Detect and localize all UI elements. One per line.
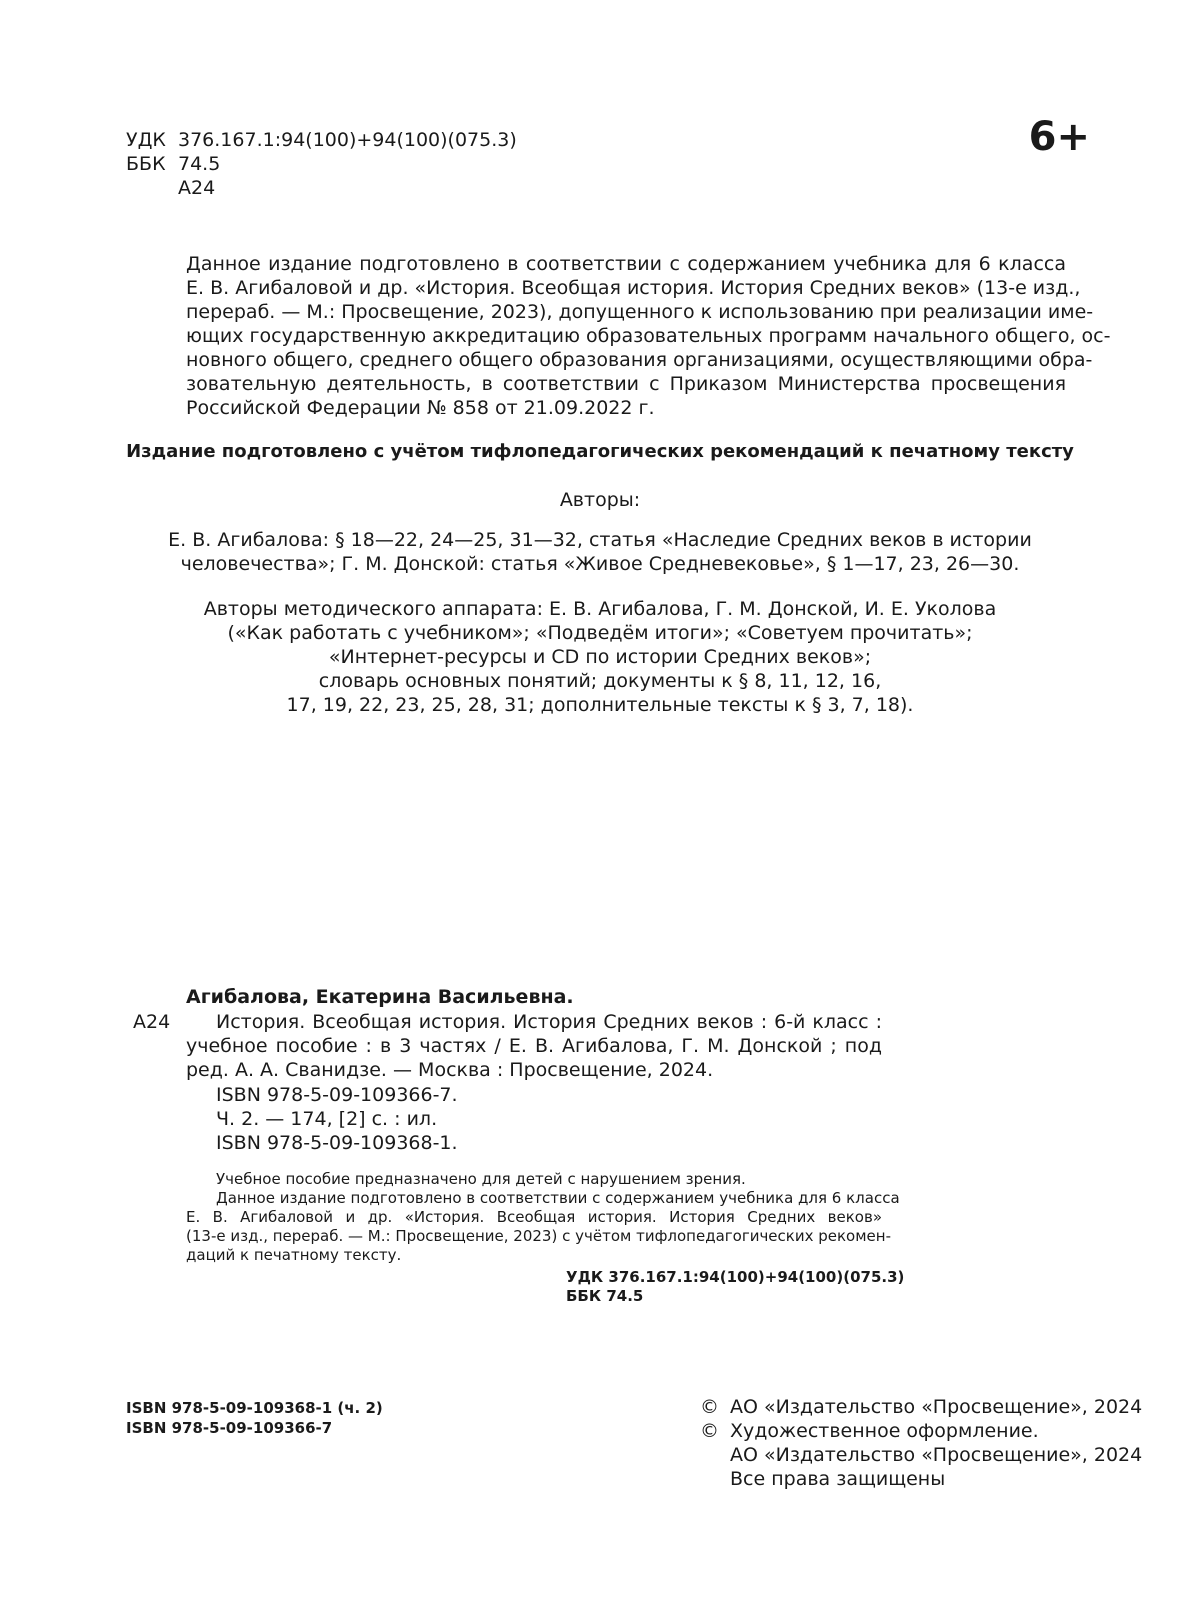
card-desc-line: История. Всеобщая история. История Средних веков : 6-й класс :	[216, 1011, 882, 1033]
card-isbn-line: ISBN 978-5-09-109368-1.	[216, 1132, 458, 1154]
card-note-line: Учебное пособие предназначено для детей с нарушением зрения.	[216, 1170, 746, 1188]
authors-text	[100, 528, 1100, 576]
card-udk: УДК 376.167.1:94(100)+94(100)(075.3)	[566, 1268, 905, 1286]
card-isbn-block	[216, 1083, 458, 1155]
card-note-line: даций к печатному тексту.	[186, 1246, 402, 1264]
classification-block	[126, 128, 517, 200]
authors-line: Е. В. Агибалова: § 18—22, 24—25, 31—32, статья «Наследие Средних веков в истории	[168, 529, 1032, 551]
card-isbn-line: ISBN 978-5-09-109366-7.	[216, 1084, 458, 1106]
copyright-icon: ©	[700, 1396, 719, 1418]
copyright-line: Все права защищены	[730, 1468, 946, 1490]
card-note-line: Е. В. Агибаловой и др. «История. Всеобщая история. История Средних веков»	[186, 1208, 882, 1226]
typhlo-note: Издание подготовлено с учётом тифлопедагогических рекомендаций к печатному тексту	[126, 441, 1074, 462]
udk-row	[126, 128, 517, 152]
author-sign-row	[126, 176, 517, 200]
isbn-line: ISBN 978-5-09-109368-1 (ч. 2)	[126, 1399, 383, 1417]
card-bbk: ББК 74.5	[566, 1287, 644, 1305]
copyright-line: АО «Издательство «Просвещение», 2024	[730, 1444, 1143, 1466]
card-note-line: Данное издание подготовлено в соответствии с содержанием учебника для 6 класса	[216, 1189, 900, 1207]
udk-value: 376.167.1:94(100)+94(100)(075.3)	[178, 129, 517, 151]
age-rating: 6+	[1028, 114, 1090, 160]
copyright-line: Художественное оформление.	[730, 1420, 1039, 1442]
copyright-block	[700, 1395, 1142, 1491]
copyright-icon: ©	[700, 1420, 719, 1442]
method-line: 17, 19, 22, 23, 25, 28, 31; дополнительные тексты к § 3, 7, 18).	[286, 694, 914, 716]
card-classification	[566, 1268, 904, 1306]
intro-paragraph	[186, 252, 1111, 420]
intro-line: перераб. — М.: Просвещение, 2023), допущенного к использованию при реализации име-	[186, 301, 1094, 323]
intro-line: ющих государственную аккредитацию образовательных программ начального общего, ос-	[186, 325, 1111, 347]
method-line: «Интернет-ресурсы и CD по истории Средних веков»;	[328, 646, 872, 668]
authors-line: человечества»; Г. М. Донской: статья «Живое Средневековье», § 1—17, 23, 26—30.	[180, 553, 1020, 575]
author-sign: А24	[178, 177, 216, 199]
card-isbn-line: Ч. 2. — 174, [2] с. : ил.	[216, 1108, 438, 1130]
method-line: Авторы методического аппарата: Е. В. Агибалова, Г. М. Донской, И. Е. Уколова	[203, 598, 997, 620]
card-note-line: (13-е изд., перераб. — М.: Просвещение, 2023) с учётом тифлопедагогических рекомен-	[186, 1227, 891, 1245]
card-description	[186, 1010, 882, 1082]
bbk-label: ББК	[126, 153, 166, 175]
isbn-block	[126, 1398, 383, 1438]
method-line: словарь основных понятий; документы к § 8, 11, 12, 16,	[318, 670, 882, 692]
card-annotation	[186, 1170, 900, 1265]
card-author: Агибалова, Екатерина Васильевна.	[186, 986, 574, 1008]
intro-line: новного общего, среднего общего образования организациями, осуществляющими обра-	[186, 349, 1093, 371]
isbn-line: ISBN 978-5-09-109366-7	[126, 1419, 333, 1437]
bbk-value: 74.5	[178, 153, 221, 175]
card-code: А24	[133, 1011, 171, 1033]
copyright-line: АО «Издательство «Просвещение», 2024	[730, 1396, 1143, 1418]
method-line: («Как работать с учебником»; «Подведём итоги»; «Советуем прочитать»;	[227, 622, 973, 644]
intro-line: Данное издание подготовлено в соответствии с содержанием учебника для 6 класса	[186, 253, 1066, 275]
udk-label: УДК	[126, 129, 166, 151]
authors-heading: Авторы:	[559, 489, 641, 511]
card-desc-line: ред. А. А. Сванидзе. — Москва : Просвещение, 2024.	[186, 1059, 714, 1081]
card-desc-line: учебное пособие : в 3 частях / Е. В. Агибалова, Г. М. Донской ; под	[186, 1035, 882, 1057]
method-authors	[100, 597, 1100, 717]
intro-line: Российской Федерации № 858 от 21.09.2022 г.	[186, 397, 655, 419]
bbk-row	[126, 152, 517, 176]
intro-line: зовательную деятельность, в соответствии с Приказом Министерства просвещения	[186, 373, 1066, 395]
intro-line: Е. В. Агибаловой и др. «История. Всеобщая история. История Средних веков» (13-е изд.,	[186, 277, 1081, 299]
